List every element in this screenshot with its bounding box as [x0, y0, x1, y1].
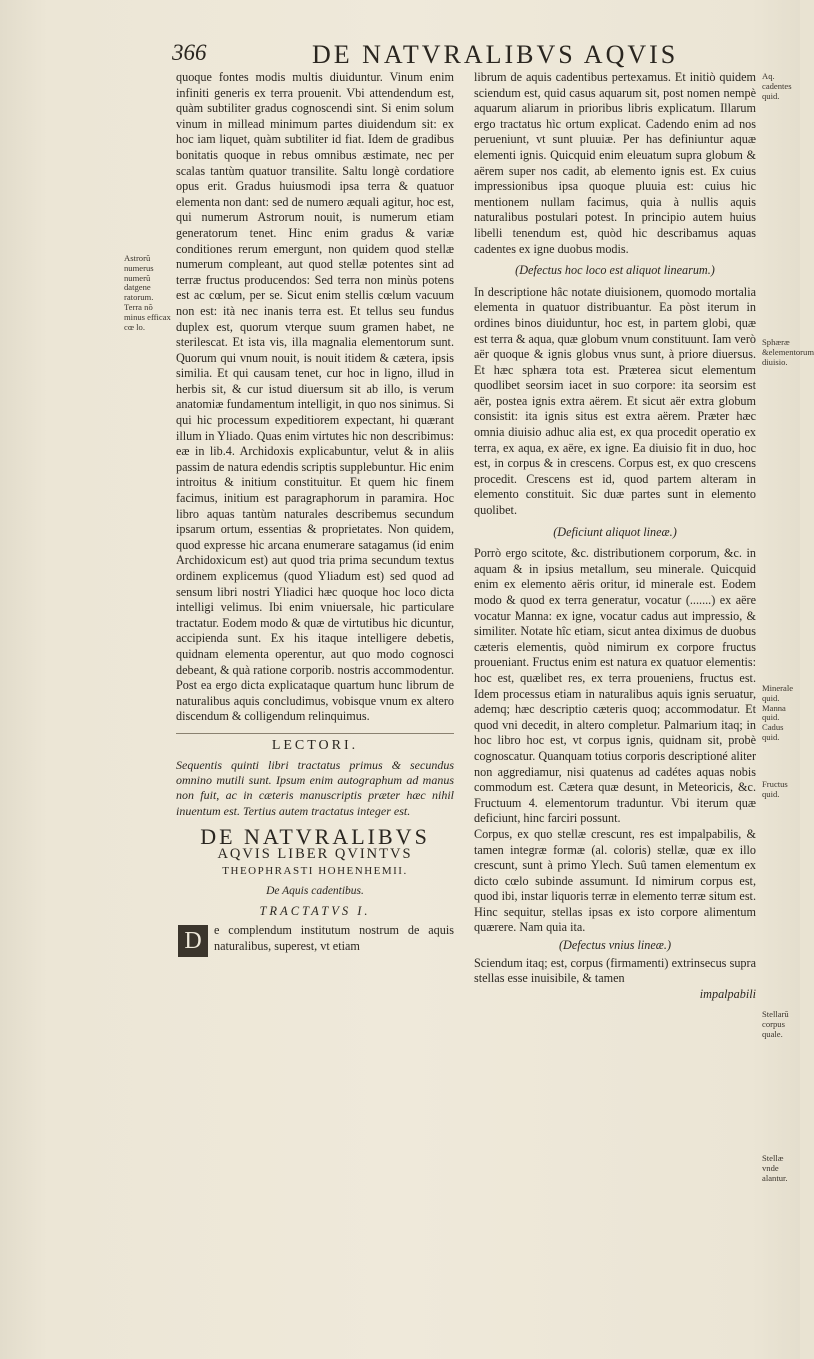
body-paragraph: Sciendum itaq; est, corpus (firmamenti) extrinsecus supra stellas esse inuisibile, & tamen — [474, 955, 756, 986]
body-paragraph: In descriptione hâc notate diuisionem, quomodo mortalia elementa in quatuor distribuantur. Ea pòst iterum in ordines binos diuiduntur, hoc est, in partem globi, quæ est terra & aqua, quæ globum vnum constituunt. Iam verò aër quoque & ignis globus vnus sunt, à priore diuersus. Et hæc sphæra tota est. Præterea sicut elementum quodlibet seorsim iacet in suo corpore: ita seorsim est aër, postea ignis extra aërem. Et sicut aër extra globum consistit: ita ignis situs est extra aërem. Præter hæc omnia diuisio adhuc alia est, ex qua procedit operatio ex terra, ex aqua, ex aëre, ex igne. Ea diuisio fit in duo, hoc est, in corpus & in crescens. Corpus est, ex quo crescens procedit. Crescens est id, quod partem alteram in elemento constituit. Sic duæ partes sunt in elemento quolibet. — [474, 284, 756, 518]
lectori-note: Sequentis quinti libri tractatus primus & secundus omnino mutili sunt. Ipsum enim autographum ad manus non fuit, ac in cæteris manuscriptis præter hæc nihil inuentum est. Tertius autem tractatus integer est. — [176, 757, 454, 818]
left-column — [176, 70, 454, 957]
author-line: THEOPHRASTI HOHENHEMII. — [222, 865, 408, 878]
margin-note-right-5: Stellarū corpus quale. — [762, 1009, 789, 1039]
divider — [176, 733, 454, 734]
book-subtitle: AQVIS LIBER QVINTVS — [217, 845, 413, 862]
body-paragraph: quoque fontes modis multis diuiduntur. Vinum enim infiniti generis ex terra prouenit. Vbi attendendum est, quàm subtiliter gradus cognoscendi sint. Si enim solum vinum in millead minimum partes diuidendum sit: ex hoc iam liquet, quàm subtiliter id fiat. Idem de gradibus bonitatis quoque in rebus omnibus æstimate, nec per scalas tantùm quatuor transilite. Saltu longè cordatiore opus erit. Gradus huiusmodi ipsa terra & quatuor elementa non dant: sed de numero æquali agitur, hoc est, qui numerum Astrorum nouit, is numerum etiam generatorum tenet. Hinc enim gradus & variæ conditiones rerum emergunt, non quidem quod stellæ numerum compleant, aut quod stellæ potentes sint ad terræ fructus producendos: Sed terra non minùs potens est ac cœlum, per se. Sicut enim stellis cœlum vacuum non est: ità nec inanis terra est. Et tellus seu fundus duplex est, quorum vterque suum gramen habet, ne sterilescat. Et ista vis, illa magnalia elementorum sunt. Quorum qui vnum nouit, is nouit itidem & cætera, ipsis similia. Et qui causam tenet, cur hoc in ligno, illud in herbis sit, & cur istud diuersum sit ab illo, is verum anatomiæ fundamentum intelligit, in quo nos sinimus. Si qui hic processum expeditiorem expectant, hi quærant illum in Yliado. Quas enim virtutes hic non describimus: eæ in lib.4. Archidoxis explicabuntur, velut & in aliis passim de natura edendis scriptis supplebuntur. Hic enim introitus & initium constituitur. Et quem hic finem facimus, initium est paragraphorum in paramira. Hoc libro aquas tantùm naturales describemus secundum ipsarum ortum, essentias & proprietates. Non quidem, quod expresse hic arcana enumerare satagamus (id enim Archidoxicum est) aut quod tria prima secundum textus ordinem explicemus (quod Yliadum est) sed quod ad sensum libri nostri Yliadici hæc quoque hoc loco dicta intelligi velimus. Ibi enim vniuersale, hic particulare tractatur. Eodem modo & quæ de virtutibus hic dicuntur, accipienda sunt. Ex his itaque intelligere debetis, quidnam elementa operentur, aut quo modo cognosci debeant, & quà ratione corporib. nostris accommodentur. Post ea ergo dicta explicataque quartum hunc librum de naturalibus aquis concludimus, vobisque vnum ex altero discendum & colligendum relinquimus. — [176, 70, 454, 724]
margin-note-right-3: Minerale quid. Manna quid. Cadus quid. — [762, 683, 794, 742]
right-column — [474, 70, 756, 1002]
section-subtitle: De Aquis cadentibus. — [266, 884, 364, 897]
opening-paragraph — [176, 923, 454, 954]
running-title: DE NATVRALIBVS AQVIS — [312, 40, 679, 69]
margin-note-right-4: Fructus quid. — [762, 779, 788, 799]
tractatus-heading: TRACTATVS I. — [259, 903, 371, 918]
body-paragraph: librum de aquis cadentibus pertexamus. Et initiò quidem sciendum est, quid casus aquarum sit, post nomen nempè aquarum aliarum in prioribus libris explicatum. Illarum ergo tractatus hìc ortum explicat. Cadendo enim ad nos perueniunt, vt sunt pluuiæ. Per has definiuntur aquæ elementi ignis. Quicquid enim eleuatum supra globum & aërem super nos cadit, ab elemento ignis est. Ex cuius impressionibus ipsa quoque pluuia est: cuius hic mentionem nullam facimus, quia à nullis aquis naturalibus postulari potest. In principio autem huius libelli tenendum est, quòd hic describamus aquas cadentes ex igne duobus modis. — [474, 70, 756, 256]
margin-note-left: Astrorũ numerus numerũ datgene ratorum. Terra nõ minus efficax cœ lo. — [124, 253, 171, 332]
body-paragraph: Porrò ergo scitote, &c. distributionem corporum, &c. in aquam & in ipsius metallum, seu minerale. Quicquid enim ex elemento aëris oritur, id minerale est. Eodem modo & quod ex terra generatur, vocatur (.......) ex aëre vocatur Manna: ex igne, vocatur cadus aut impressio, & similiter. Notate hîc etiam, sicut antea diximus de duobus cæteris elementis, quòd nimirum ex corpore fructus proueniant. Fructus enim est natura ex quatuor elementis: hoc est, quælibet res, ex terra proueniens, fructus est. Idem processus etiam in naturalibus aquis ignis seruatur, ademq; hæc descriptio cæteris quoq; accommodatur. Et quod vni decedit, in altero completur. Palmarium itaq; in hoc libro hoc est, vt corpus ignis, quidnam sit, probè cognoscatur. Quanquam totius corporis descriptioné aliter non aggrediamur, nisi quatenus ad cadétes aquas nobis commodum est. Cætera quæ desunt, in Meteoricis, &c. Fructuum 4. elementorum traduntur. Vbi iterum quæ deficiunt, hinc farciri possunt. — [474, 546, 756, 826]
margin-note-right-2: Sphæræ &elementorum diuisio. — [762, 337, 814, 367]
opening-text: e complendum institutum nostrum de aquis naturalibus, superest, vt etiam — [214, 923, 454, 953]
lacuna-note: (Deficiunt aliquot lineæ.) — [553, 524, 677, 539]
page-header — [172, 40, 712, 70]
lacuna-note: (Defectus vnius lineæ.) — [558, 938, 672, 953]
decorated-initial: D — [178, 925, 208, 957]
margin-note-right-1: Aq. cadentes quid. — [762, 71, 792, 101]
lacuna-note: (Defectus hoc loco est aliquot linearum.) — [515, 263, 715, 278]
body-paragraph: Corpus, ex quo stellæ crescunt, res est impalpabilis, & tamen integræ formæ (al. coloris) stellæ, quæ ex illo crescunt, sunt à primo Ylech. Suû tamen elementum ex dicto cœlo subinde assumunt. Id nimirum corpus est, quod ibi, instar liquoris terræ in elemento terræ situm est. Hinc sequitur, stellas ipsas ex isto corpore alimentum quærere. Nam quia ita. — [474, 826, 756, 935]
margin-note-right-6: Stellæ vnde alantur. — [762, 1153, 788, 1183]
catchword: impalpabili — [699, 986, 756, 1001]
lectori-heading: LECTORI. — [271, 737, 359, 753]
page-number: 366 — [172, 40, 207, 65]
book-title: DE NATVRALIBVS — [200, 824, 430, 850]
